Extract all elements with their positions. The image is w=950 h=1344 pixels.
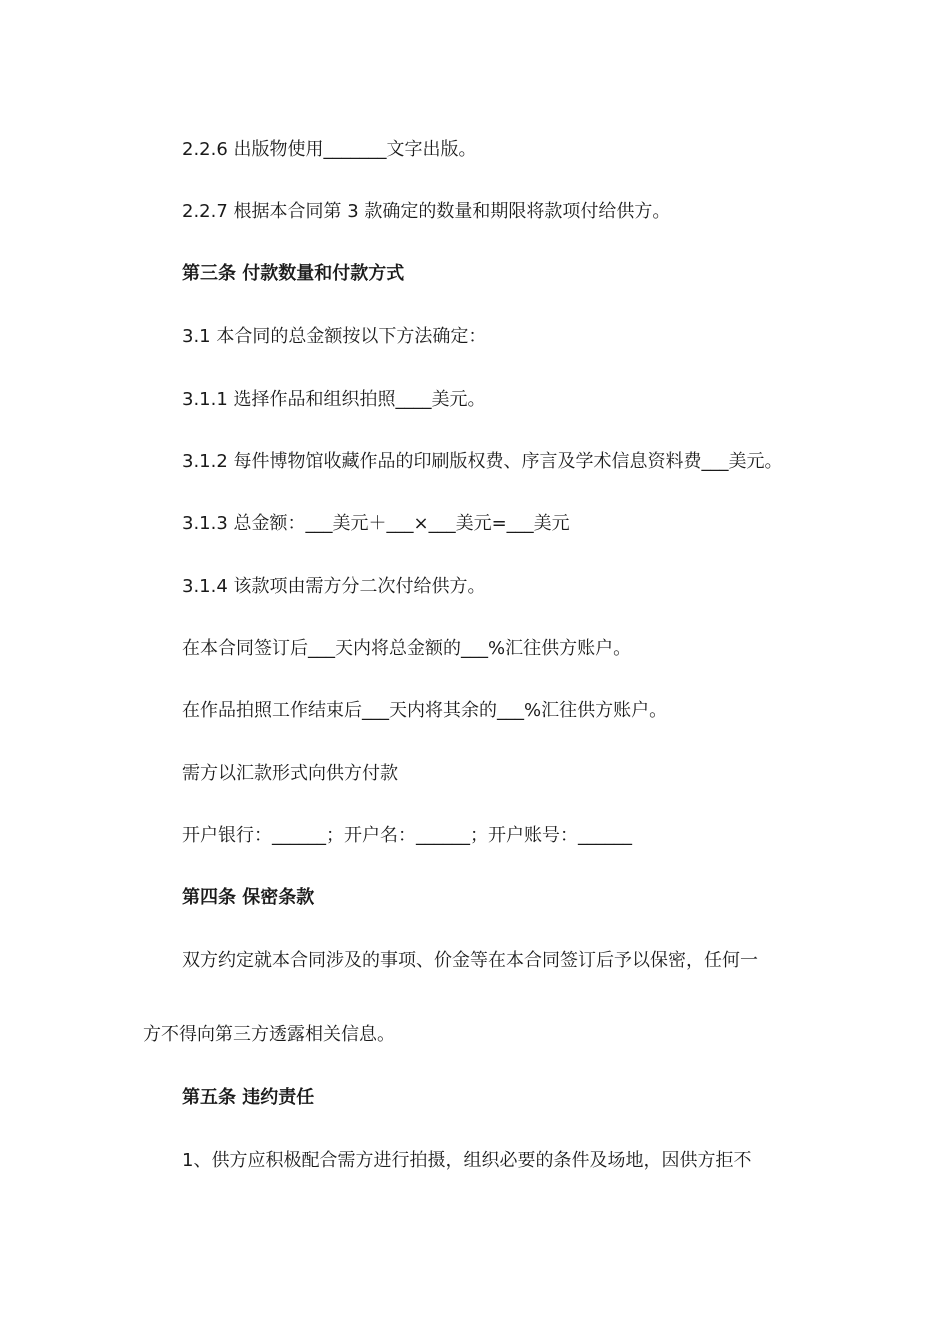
payment-second-installment: 在作品拍照工作结束后___天内将其余的___%汇往供方账户。	[182, 700, 668, 721]
liability-clause-1: 1、供方应积极配合需方进行拍摄，组织必要的条件及场地，因供方拒不	[182, 1150, 752, 1171]
clause-3-1-1: 3.1.1 选择作品和组织拍照____美元。	[182, 389, 486, 410]
clause-2-2-6: 2.2.6 出版物使用_______文字出版。	[182, 139, 477, 160]
article-5-heading: 第五条 违约责任	[182, 1087, 315, 1108]
bank-account-info: 开户银行：______；开户名：______；开户账号：______	[182, 825, 632, 846]
payment-first-installment: 在本合同签订后___天内将总金额的___%汇往供方账户。	[182, 638, 632, 659]
clause-3-1-3: 3.1.3 总金额：___美元＋___×___美元=___美元	[182, 513, 570, 534]
clause-3-1: 3.1 本合同的总金额按以下方法确定：	[182, 326, 487, 347]
confidentiality-text-line-1: 双方约定就本合同涉及的事项、价金等在本合同签订后予以保密，任何一	[182, 950, 758, 971]
article-4-heading: 第四条 保密条款	[182, 887, 315, 908]
clause-2-2-7: 2.2.7 根据本合同第 3 款确定的数量和期限将款项付给供方。	[182, 201, 671, 222]
clause-3-1-4: 3.1.4 该款项由需方分二次付给供方。	[182, 576, 486, 597]
clause-3-1-2: 3.1.2 每件博物馆收藏作品的印刷版权费、序言及学术信息资料费___美元。	[182, 451, 783, 472]
confidentiality-text-line-2: 方不得向第三方透露相关信息。	[143, 1024, 395, 1045]
article-3-heading: 第三条 付款数量和付款方式	[182, 263, 405, 284]
payment-method: 需方以汇款形式向供方付款	[182, 763, 398, 784]
